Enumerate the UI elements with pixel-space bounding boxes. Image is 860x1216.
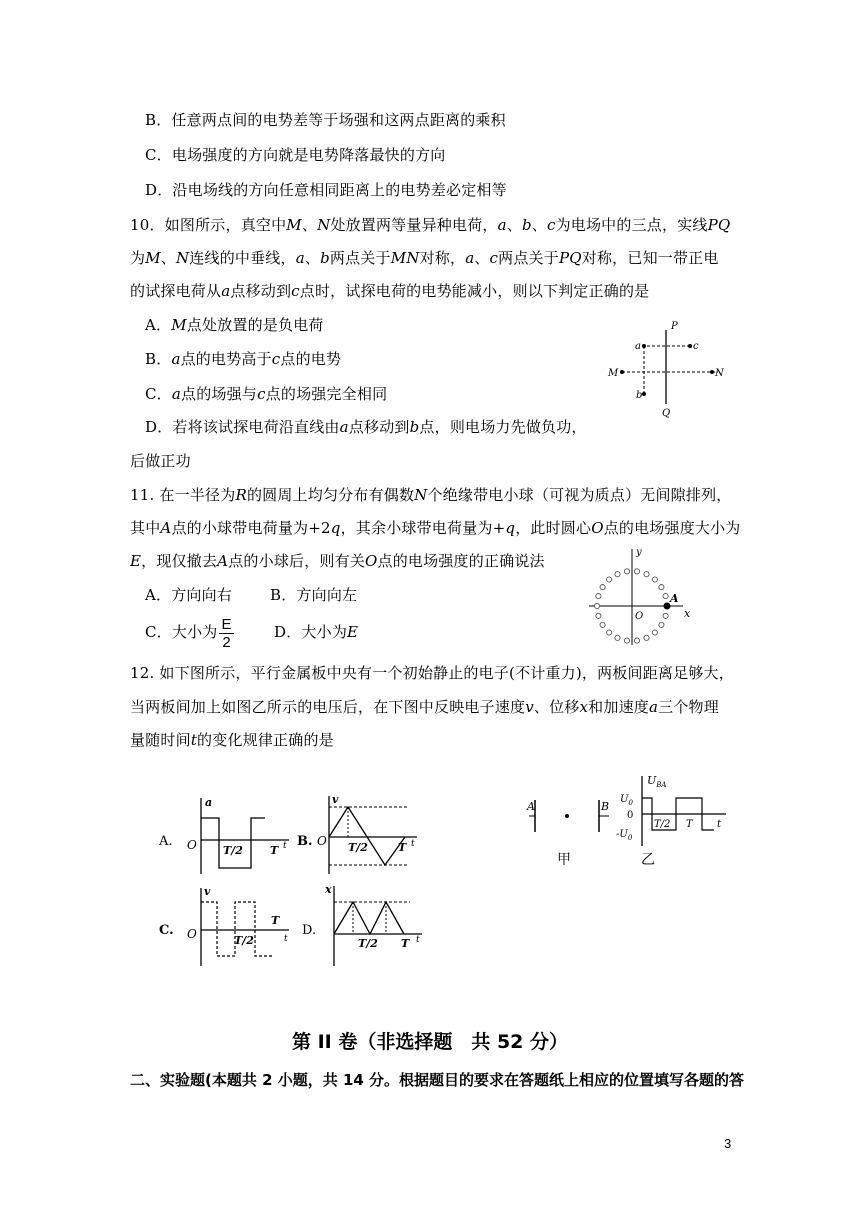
ring-charge — [615, 572, 620, 577]
voltage-t-half: T/2 — [654, 819, 671, 830]
graph-c-t: T — [271, 914, 280, 927]
ring-charge — [663, 594, 668, 599]
voltage-axis-name: $U_{BA}$ — [647, 774, 667, 789]
point-m — [620, 370, 624, 374]
plate-b-label: B — [601, 800, 610, 813]
ring-charge — [644, 635, 649, 640]
ring-charge — [615, 635, 620, 640]
q10-stem-line3: 的试探电荷从a点移动到c点时，试探电荷的电势能减小，则以下判定正确的是 — [130, 282, 650, 300]
q12-voltage-graph — [614, 772, 734, 872]
q11-option-b: B．方向向左 — [270, 586, 358, 604]
q10-option-d: D．若将该试探电荷沿直线由a点移动到b点，则电场力先做负功， — [145, 418, 587, 436]
graph-a-origin: O — [187, 838, 197, 852]
q10-stem-line1: 10．如图所示，真空中M、N处放置两等量异种电荷，a、b、c为电场中的三点，实线PQ — [130, 216, 731, 234]
origin-label: O — [635, 611, 644, 622]
ring-charge — [663, 613, 668, 618]
voltage-origin: 0 — [627, 810, 634, 821]
point-n — [710, 370, 714, 374]
q12-stem-line3: 量随时间t的变化规律正确的是 — [130, 731, 334, 749]
point-b — [642, 392, 646, 396]
ring-charge — [600, 622, 605, 627]
q9-option-b: B．任意两点间的电势差等于场强和这两点距离的乘积 — [145, 111, 506, 129]
graph-b-label: B. — [297, 834, 313, 849]
q9-option-d: D．沿电场线的方向任意相同距离上的电势差必定相等 — [145, 181, 507, 199]
graph-c-t-half: T/2 — [234, 934, 254, 947]
ring-charge — [644, 572, 649, 577]
graph-c-label: C. — [159, 923, 174, 938]
graph-a-label: A. — [159, 834, 173, 849]
graph-b-time: t — [411, 839, 415, 849]
graph-c-time: t — [284, 934, 288, 944]
q12-graph-a — [155, 792, 295, 876]
axis-label-x: x — [684, 607, 691, 620]
point-a — [642, 344, 646, 348]
label-a: a — [635, 341, 641, 352]
electron — [565, 814, 569, 818]
graph-d-t: T — [401, 937, 410, 950]
graph-a-axis-name: a — [205, 796, 213, 809]
graph-d-axis-name: x — [325, 884, 332, 896]
q11-stem-line3: E，现仅撤去A点的小球后，则有关O点的电场强度的正确说法 — [130, 552, 545, 570]
graph-d-label: D. — [302, 923, 317, 938]
label-c: c — [693, 341, 699, 352]
ring-charge — [659, 622, 664, 627]
ring-charge — [607, 577, 612, 582]
q11-option-d: D．大小为E — [274, 623, 359, 641]
point-c — [688, 344, 692, 348]
voltage-time: t — [717, 819, 722, 830]
graph-b-origin: O — [317, 834, 327, 848]
graph-b-t: T — [398, 841, 407, 854]
q12-stem-line1: 12. 如下图所示，平行金属板中央有一个初始静止的电子(不计重力)，两板间距离足够大， — [130, 664, 734, 682]
q10-option-b: B．a点的电势高于c点的电势 — [145, 350, 342, 368]
voltage-minus-u0-label: $-U_0$ — [616, 829, 633, 842]
q12-graph-c — [155, 884, 295, 968]
voltage-t: T — [686, 819, 693, 830]
graph-a-t: T — [270, 844, 279, 857]
label-b: b — [636, 390, 643, 401]
q11-option-c: C．大小为 $\frac{E}{2}$ — [145, 615, 232, 651]
q11-stem-line2: 其中A点的小球带电荷量为+2q，其余小球带电荷量为+q，此时圆心O点的电场强度大小为 — [130, 519, 741, 537]
section-heading: 第 II 卷（非选择题 共 52 分） — [291, 1031, 569, 1053]
label-p: P — [671, 321, 678, 332]
voltage-u0-label: $U_0$ — [620, 794, 633, 807]
ring-charge — [624, 569, 629, 574]
q12-graph-b — [295, 792, 425, 876]
q10-charge-diagram — [600, 318, 730, 420]
graph-a-curve — [201, 818, 265, 868]
graph-b-t-half: T/2 — [348, 841, 368, 854]
graph-b-curve — [329, 807, 405, 865]
graph-c-curve — [201, 902, 273, 956]
ring-charge — [652, 577, 657, 582]
ring-charge — [634, 638, 639, 643]
ring-charge — [594, 603, 599, 608]
fraction-e-over-2: $\frac{E}{2}$ — [221, 615, 232, 651]
q10-option-c: C．a点的场强与c点的场强完全相同 — [145, 385, 388, 403]
label-q: Q — [662, 408, 671, 419]
graph-c-origin: O — [187, 927, 197, 941]
part-two-heading: 二、实验题(本题共 2 小题，共 14 分。根据题目的要求在答题纸上相应的位置填写各题的答 — [130, 1071, 745, 1089]
graph-d-t-half: T/2 — [358, 937, 378, 950]
graph-c-axis-name: v — [204, 885, 211, 898]
q12-graph-d — [300, 884, 430, 968]
ring-charge — [624, 638, 629, 643]
graph-b-axis-name: v — [332, 793, 339, 806]
ring-charge — [600, 585, 605, 590]
axis-label-y: y — [636, 547, 642, 558]
graph-d-time: t — [416, 935, 420, 945]
label-m: M — [608, 368, 619, 379]
q11-option-a: A．方向向右 — [145, 586, 233, 604]
q9-option-c: C．电场强度的方向就是电势降落最快的方向 — [145, 146, 446, 164]
figure-yi-caption: 乙 — [641, 852, 655, 868]
ring-charge — [659, 585, 664, 590]
graph-a-t-half: T/2 — [223, 844, 243, 857]
q10-stem-line2: 为M、N连线的中垂线，a、b两点关于MN对称，a、c两点关于PQ对称，已知一带正电 — [130, 249, 719, 267]
figure-jia-caption: 甲 — [557, 852, 571, 868]
graph-d-curve — [334, 902, 404, 934]
ring-charge — [652, 630, 657, 635]
q12-stem-line2: 当两板间加上如图乙所示的电压后，在下图中反映电子速度v、位移x和加速度a三个物理 — [130, 698, 719, 716]
q11-stem-line1: 11. 在一半径为R的圆周上均匀分布有偶数N个绝缘带电小球（可视为质点）无间隙排列， — [130, 486, 732, 504]
q12-plates-diagram — [525, 790, 625, 870]
ring-charge — [596, 613, 601, 618]
ring-charge — [607, 630, 612, 635]
graph-a-time: t — [283, 841, 287, 851]
label-n: N — [715, 368, 724, 379]
ring-charge — [634, 569, 639, 574]
plate-a-label: A — [527, 800, 535, 813]
q10-option-a: A．M点处放置的是负电荷 — [145, 316, 324, 334]
page-number: 3 — [724, 1136, 732, 1151]
point-a-label: A — [670, 592, 679, 605]
ring-charge — [596, 594, 601, 599]
q10-option-d-cont: 后做正功 — [130, 452, 191, 470]
q11-ring-diagram — [585, 545, 695, 647]
